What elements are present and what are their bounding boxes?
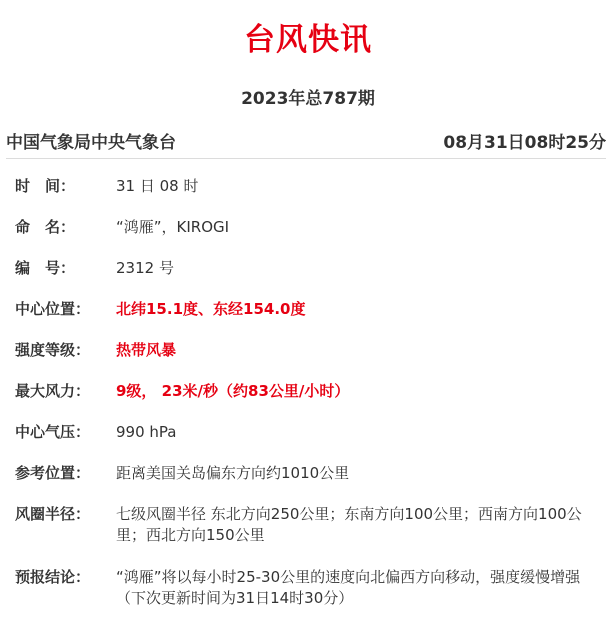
reference-position-value: 距离美国关岛偏东方向约1010公里 [116,464,350,482]
number-value: 2312 号 [116,259,174,277]
forecast-label: 预报结论： [15,568,91,586]
max-wind-value: 9级， 23米/秒（约83公里/小时） [116,382,350,400]
agency-bar [6,128,606,159]
pressure-label: 中心气压： [15,423,91,441]
forecast-text: “鸿雁”将以每小时25-30公里的速度向北偏西方向移动，强度缓慢增强 [116,568,581,586]
row-time [15,166,607,207]
reference-position-label: 参考位置： [15,464,91,482]
forecast-value [116,557,607,609]
row-intensity [15,330,607,371]
agency-name: 中国气象局中央气象台 [6,133,176,153]
row-max-wind [15,371,607,412]
number-label: 编 号： [15,259,76,277]
wind-radius-label: 风圈半径： [15,505,91,523]
name-value: “鸿雁”，KIROGI [116,218,230,236]
row-name [15,207,607,248]
issued-time: 08月31日08时25分 [443,133,606,153]
max-wind-label: 最大风力： [15,382,91,400]
wind-radius-value: 七级风圈半径 东北方向250公里；东南方向100公里；西南方向100公里；西北方向150公里 [116,505,582,544]
center-position-value: 北纬15.1度、东经154.0度 [116,300,306,318]
typhoon-info-table [15,166,607,609]
center-position-label: 中心位置： [15,300,91,318]
row-reference-position [15,453,607,494]
page-title: 台风快讯 [244,22,372,58]
forecast-next-update: （下次更新时间为31日14时30分） [116,589,354,607]
time-value: 31 日 08 时 [116,177,199,195]
intensity-label: 强度等级： [15,341,91,359]
row-center-position [15,289,607,330]
intensity-value: 热带风暴 [116,341,177,359]
time-label: 时 间： [15,177,76,195]
pressure-value: 990 hPa [116,423,177,441]
row-forecast [15,557,607,609]
row-wind-radius [15,494,607,557]
issue-number: 2023年总787期 [241,89,375,109]
name-label: 命 名： [15,218,76,236]
row-number [15,248,607,289]
row-pressure [15,412,607,453]
